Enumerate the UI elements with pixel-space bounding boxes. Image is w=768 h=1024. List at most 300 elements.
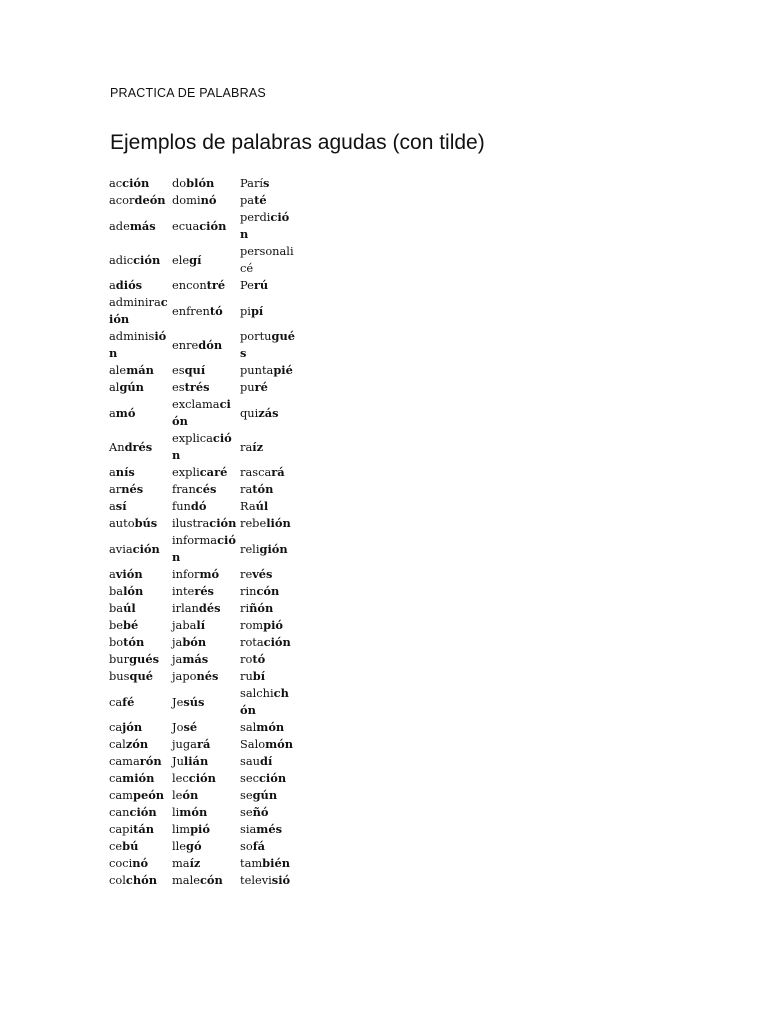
- word-cell: [171, 379, 239, 396]
- word-cell: [239, 787, 296, 804]
- word-stressed-syllable: fé: [122, 694, 135, 709]
- word: [172, 566, 219, 583]
- word-cell: [108, 583, 171, 600]
- word: [172, 430, 238, 464]
- word-stressed-syllable: deón: [134, 193, 166, 207]
- word-stressed-syllable: úl: [123, 601, 136, 615]
- word-stressed-syllable: vés: [252, 567, 273, 581]
- word-cell: [108, 277, 171, 294]
- word-unstressed-part: ilustra: [172, 516, 210, 530]
- word-unstressed-part: inte: [172, 584, 195, 598]
- word-unstressed-part: punta: [240, 363, 274, 377]
- word: [172, 583, 214, 600]
- word-stressed-syllable: ción: [258, 771, 287, 785]
- word-stressed-syllable: cón: [256, 584, 280, 598]
- word-cell: [239, 175, 296, 192]
- word-cell: [171, 770, 239, 787]
- word-unstressed-part: enre: [172, 337, 199, 352]
- word: [240, 583, 279, 600]
- word: [240, 634, 291, 651]
- word-stressed-syllable: tón: [252, 482, 274, 496]
- word-unstressed-part: ra: [240, 439, 253, 454]
- word: [240, 243, 295, 277]
- word-stressed-syllable: íz: [189, 856, 201, 870]
- word-stressed-syllable: ción: [240, 210, 290, 241]
- table-row: [108, 430, 296, 464]
- word-stressed-syllable: lí: [196, 618, 206, 632]
- word-cell: [171, 396, 239, 430]
- word: [172, 634, 206, 651]
- word-stressed-syllable: dón: [198, 337, 223, 352]
- word: [172, 498, 206, 515]
- word: [172, 192, 216, 209]
- word-stressed-syllable: fá: [252, 839, 265, 853]
- word: [109, 498, 127, 515]
- word: [109, 617, 138, 634]
- word-stressed-syllable: ión: [109, 329, 167, 360]
- word-unstressed-part: ra: [240, 482, 253, 496]
- word-unstressed-part: a: [109, 465, 116, 479]
- word-cell: [108, 379, 171, 396]
- word-cell: [239, 719, 296, 736]
- word-cell: [108, 481, 171, 498]
- word-unstressed-part: portu: [240, 329, 272, 343]
- word-unstressed-part: televi: [240, 873, 272, 887]
- word: [240, 498, 268, 515]
- table-row: [108, 396, 296, 430]
- word-stressed-syllable: bé: [123, 618, 139, 632]
- table-row: [108, 685, 296, 719]
- word: [240, 379, 268, 396]
- word: [240, 439, 263, 456]
- word: [172, 838, 202, 855]
- table-row: [108, 736, 296, 753]
- word-cell: [171, 600, 239, 617]
- word: [109, 566, 143, 583]
- word-stressed-syllable: sús: [183, 694, 205, 709]
- word-cell: [171, 532, 239, 566]
- word: [109, 192, 166, 209]
- word-cell: [108, 838, 171, 855]
- word-cell: [171, 328, 239, 362]
- word-unstressed-part: ja: [172, 652, 183, 666]
- word-stressed-syllable: más: [182, 652, 209, 666]
- word: [240, 617, 283, 634]
- word-unstressed-part: adic: [109, 252, 134, 267]
- table-row: [108, 651, 296, 668]
- word-unstressed-part: ele: [172, 252, 190, 267]
- word-unstressed-part: perdi: [240, 210, 271, 224]
- word-unstressed-part: Ju: [172, 754, 184, 768]
- word: [109, 583, 143, 600]
- word-unstressed-part: Parí: [240, 176, 264, 190]
- word-stressed-syllable: gún: [252, 788, 278, 802]
- word: [240, 736, 293, 753]
- word: [109, 668, 153, 685]
- table-row: [108, 668, 296, 685]
- word: [109, 541, 160, 558]
- word-cell: [171, 192, 239, 209]
- word-stressed-syllable: caré: [199, 465, 228, 479]
- word-cell: [108, 770, 171, 787]
- word-unstressed-part: ma: [172, 856, 190, 870]
- table-row: [108, 379, 296, 396]
- word-unstressed-part: auto: [109, 516, 135, 530]
- word: [240, 668, 265, 685]
- word-unstressed-part: so: [240, 839, 253, 853]
- word: [109, 175, 149, 192]
- word-cell: [108, 362, 171, 379]
- word-cell: [239, 362, 296, 379]
- word-stressed-syllable: más: [129, 218, 156, 233]
- word: [240, 821, 282, 838]
- word-unstressed-part: ca: [109, 720, 123, 734]
- word-unstressed-part: do: [172, 176, 187, 190]
- word-cell: [239, 396, 296, 430]
- word: [172, 175, 214, 192]
- word-cell: [171, 430, 239, 464]
- word-cell: [171, 787, 239, 804]
- word-unstressed-part: An: [109, 439, 125, 454]
- word-cell: [171, 685, 239, 719]
- word-cell: [171, 668, 239, 685]
- word-stressed-syllable: tó: [209, 303, 223, 318]
- word-cell: [108, 532, 171, 566]
- word-stressed-syllable: zón: [125, 737, 149, 751]
- word-cell: [108, 685, 171, 719]
- word-stressed-syllable: chón: [125, 873, 157, 887]
- word-cell: [171, 294, 239, 328]
- word-cell: [239, 294, 296, 328]
- table-row: [108, 838, 296, 855]
- word-stressed-syllable: blón: [186, 176, 215, 190]
- word: [172, 396, 238, 430]
- word: [240, 405, 279, 422]
- word-cell: [239, 872, 296, 889]
- word-cell: [239, 379, 296, 396]
- word-stressed-syllable: cés: [195, 482, 217, 496]
- word-cell: [239, 855, 296, 872]
- document-label: PRACTICA DE PALABRAS: [110, 86, 266, 100]
- word-unstressed-part: fran: [172, 482, 196, 496]
- word: [172, 303, 223, 320]
- word-stressed-syllable: rá: [196, 737, 211, 751]
- table-row: [108, 481, 296, 498]
- word-cell: [239, 838, 296, 855]
- word-cell: [239, 583, 296, 600]
- word-stressed-syllable: nés: [121, 482, 144, 496]
- word-stressed-syllable: ré: [254, 380, 268, 394]
- word-stressed-syllable: món: [265, 737, 294, 751]
- word-stressed-syllable: quí: [184, 363, 206, 377]
- word-unstressed-part: ri: [240, 601, 250, 615]
- word-stressed-syllable: qué: [129, 669, 153, 683]
- word-cell: [239, 617, 296, 634]
- table-row: [108, 532, 296, 566]
- word-stressed-syllable: cón: [199, 873, 223, 887]
- word-stressed-syllable: ción: [172, 397, 231, 428]
- word-stressed-syllable: chón: [240, 686, 289, 717]
- word: [240, 787, 277, 804]
- word-unstressed-part: ale: [109, 363, 127, 377]
- word-stressed-syllable: peón: [132, 788, 165, 802]
- word: [172, 617, 205, 634]
- table-row: [108, 821, 296, 838]
- word-cell: [108, 804, 171, 821]
- word: [240, 838, 265, 855]
- word-cell: [171, 362, 239, 379]
- word-unstressed-part: ro: [240, 652, 253, 666]
- word-cell: [171, 481, 239, 498]
- word: [240, 685, 295, 719]
- word-stressed-syllable: gión: [259, 541, 288, 556]
- word-stressed-syllable: lián: [183, 754, 209, 768]
- word-unstressed-part: lle: [172, 839, 187, 853]
- word-unstressed-part: enfren: [172, 303, 210, 318]
- word-stressed-syllable: món: [256, 720, 285, 734]
- word-stressed-syllable: ción: [209, 516, 237, 530]
- word-unstressed-part: bo: [109, 635, 124, 649]
- word-unstressed-part: acor: [109, 193, 135, 207]
- word-stressed-syllable: zás: [258, 405, 279, 420]
- word-cell: [171, 583, 239, 600]
- word-table: [108, 175, 296, 889]
- word-cell: [171, 855, 239, 872]
- word-stressed-syllable: dó: [190, 499, 207, 513]
- word-cell: [239, 498, 296, 515]
- table-row: [108, 804, 296, 821]
- word-stressed-syllable: bón: [182, 635, 207, 649]
- word-stressed-syllable: pió: [190, 822, 210, 836]
- word-cell: [171, 651, 239, 668]
- word-stressed-syllable: sé: [183, 720, 198, 734]
- word-unstressed-part: exclama: [172, 397, 220, 411]
- word-cell: [171, 175, 239, 192]
- word-unstressed-part: pa: [240, 193, 255, 207]
- word: [109, 294, 169, 328]
- word-unstressed-part: se: [240, 788, 253, 802]
- word-unstressed-part: can: [109, 805, 130, 819]
- word: [240, 481, 273, 498]
- word-stressed-syllable: dí: [259, 754, 273, 768]
- word-unstressed-part: lec: [172, 771, 189, 785]
- word-cell: [171, 821, 239, 838]
- word-unstressed-part: ja: [172, 635, 183, 649]
- word-stressed-syllable: ción: [188, 771, 216, 785]
- word-unstressed-part: fun: [172, 499, 191, 513]
- word: [109, 736, 148, 753]
- word-stressed-syllable: nó: [200, 193, 217, 207]
- word: [109, 770, 154, 787]
- word: [172, 821, 210, 838]
- word-unstressed-part: sal: [240, 720, 257, 734]
- word-unstressed-part: le: [172, 788, 183, 802]
- word: [109, 277, 142, 294]
- word: [109, 719, 142, 736]
- word-stressed-syllable: més: [256, 822, 282, 836]
- word: [240, 541, 288, 558]
- word-cell: [171, 617, 239, 634]
- word: [240, 804, 268, 821]
- word: [240, 464, 285, 481]
- word-stressed-syllable: ción: [172, 533, 236, 564]
- word: [172, 804, 207, 821]
- word: [172, 694, 204, 711]
- word-unstressed-part: tam: [240, 856, 263, 870]
- word: [172, 252, 201, 269]
- word-stressed-syllable: tán: [133, 822, 155, 836]
- word-cell: [108, 515, 171, 532]
- word-unstressed-part: lim: [172, 822, 191, 836]
- table-row: [108, 753, 296, 770]
- word-cell: [171, 277, 239, 294]
- word: [172, 719, 197, 736]
- word-stressed-syllable: s: [263, 176, 270, 190]
- word-unstressed-part: cal: [109, 737, 126, 751]
- word-unstressed-part: coci: [109, 856, 133, 870]
- word-stressed-syllable: nó: [132, 856, 149, 870]
- table-row: [108, 277, 296, 294]
- word-unstressed-part: rin: [240, 584, 257, 598]
- word-stressed-syllable: ñón: [249, 601, 274, 615]
- word-stressed-syllable: gó: [186, 839, 202, 853]
- word: [172, 651, 208, 668]
- word-stressed-syllable: ción: [132, 541, 160, 556]
- word-cell: [239, 685, 296, 719]
- word-unstressed-part: col: [109, 873, 126, 887]
- word-stressed-syllable: bién: [262, 856, 290, 870]
- word-stressed-syllable: té: [254, 193, 267, 207]
- word: [240, 770, 286, 787]
- word-stressed-syllable: bú: [122, 839, 139, 853]
- word: [109, 379, 144, 396]
- word: [109, 439, 152, 456]
- word: [172, 481, 216, 498]
- table-row: [108, 617, 296, 634]
- word: [109, 600, 136, 617]
- word-stressed-syllable: trés: [184, 380, 210, 394]
- word-cell: [108, 294, 171, 328]
- word-cell: [108, 668, 171, 685]
- word-unstressed-part: ru: [240, 669, 253, 683]
- word-unstressed-part: es: [172, 363, 185, 377]
- word-stressed-syllable: ción: [133, 252, 161, 267]
- word-unstressed-part: male: [172, 873, 200, 887]
- word-cell: [171, 243, 239, 277]
- word-cell: [171, 838, 239, 855]
- word-cell: [239, 430, 296, 464]
- word-stressed-syllable: món: [179, 805, 208, 819]
- word-stressed-syllable: tré: [206, 278, 226, 292]
- word: [172, 532, 238, 566]
- word: [172, 736, 210, 753]
- word-cell: [239, 464, 296, 481]
- word-cell: [108, 498, 171, 515]
- word: [240, 303, 263, 320]
- word-unstressed-part: japo: [172, 669, 197, 683]
- word-unstressed-part: qui: [240, 405, 259, 420]
- table-row: [108, 328, 296, 362]
- word: [109, 405, 135, 422]
- word-unstressed-part: sec: [240, 771, 259, 785]
- word: [109, 464, 135, 481]
- word: [109, 694, 134, 711]
- word-stressed-syllable: ción: [263, 635, 291, 649]
- word: [109, 787, 164, 804]
- word-stressed-syllable: mó: [199, 567, 220, 581]
- word-cell: [239, 243, 296, 277]
- word: [240, 362, 293, 379]
- word-cell: [239, 209, 296, 243]
- word-unstressed-part: Pe: [240, 278, 254, 292]
- word-cell: [239, 481, 296, 498]
- word-unstressed-part: cama: [109, 754, 140, 768]
- table-row: [108, 243, 296, 277]
- word-stressed-syllable: gí: [189, 252, 202, 267]
- table-row: [108, 855, 296, 872]
- table-row: [108, 566, 296, 583]
- word-unstressed-part: a: [109, 405, 116, 420]
- word-cell: [108, 464, 171, 481]
- word: [109, 634, 144, 651]
- word-unstressed-part: a: [109, 278, 116, 292]
- word-stressed-syllable: ón: [182, 788, 199, 802]
- word-unstressed-part: adminis: [109, 329, 155, 343]
- word-stressed-syllable: diós: [115, 278, 143, 292]
- word-cell: [108, 192, 171, 209]
- word-stressed-syllable: gués: [129, 652, 159, 666]
- word-stressed-syllable: ción: [109, 295, 168, 326]
- table-row: [108, 498, 296, 515]
- word-stressed-syllable: ción: [172, 431, 232, 462]
- word-stressed-syllable: pí: [250, 303, 264, 318]
- word-cell: [171, 872, 239, 889]
- word-stressed-syllable: íz: [252, 439, 264, 454]
- word-unstressed-part: ca: [109, 771, 123, 785]
- word-cell: [239, 566, 296, 583]
- word: [109, 252, 160, 269]
- word: [172, 515, 236, 532]
- table-row: [108, 192, 296, 209]
- word-table-body: [108, 175, 296, 889]
- word-unstressed-part: ar: [109, 482, 122, 496]
- word-cell: [239, 192, 296, 209]
- word-stressed-syllable: mó: [115, 405, 136, 420]
- word-unstressed-part: adminira: [109, 295, 161, 309]
- word-stressed-syllable: gún: [119, 380, 144, 394]
- word-unstressed-part: Je: [172, 694, 184, 709]
- word-stressed-syllable: pié: [273, 363, 293, 377]
- word-unstressed-part: capi: [109, 822, 134, 836]
- word: [240, 855, 290, 872]
- word-stressed-syllable: jón: [122, 720, 143, 734]
- word: [109, 821, 154, 838]
- word-cell: [239, 277, 296, 294]
- word: [172, 362, 205, 379]
- word: [240, 192, 267, 209]
- word: [172, 668, 218, 685]
- word-cell: [108, 872, 171, 889]
- word: [109, 838, 138, 855]
- word-cell: [108, 209, 171, 243]
- word-cell: [171, 736, 239, 753]
- word-cell: [239, 634, 296, 651]
- word: [109, 481, 143, 498]
- word: [172, 770, 216, 787]
- word-cell: [108, 855, 171, 872]
- word-unstressed-part: ba: [109, 601, 124, 615]
- word-unstressed-part: re: [240, 567, 253, 581]
